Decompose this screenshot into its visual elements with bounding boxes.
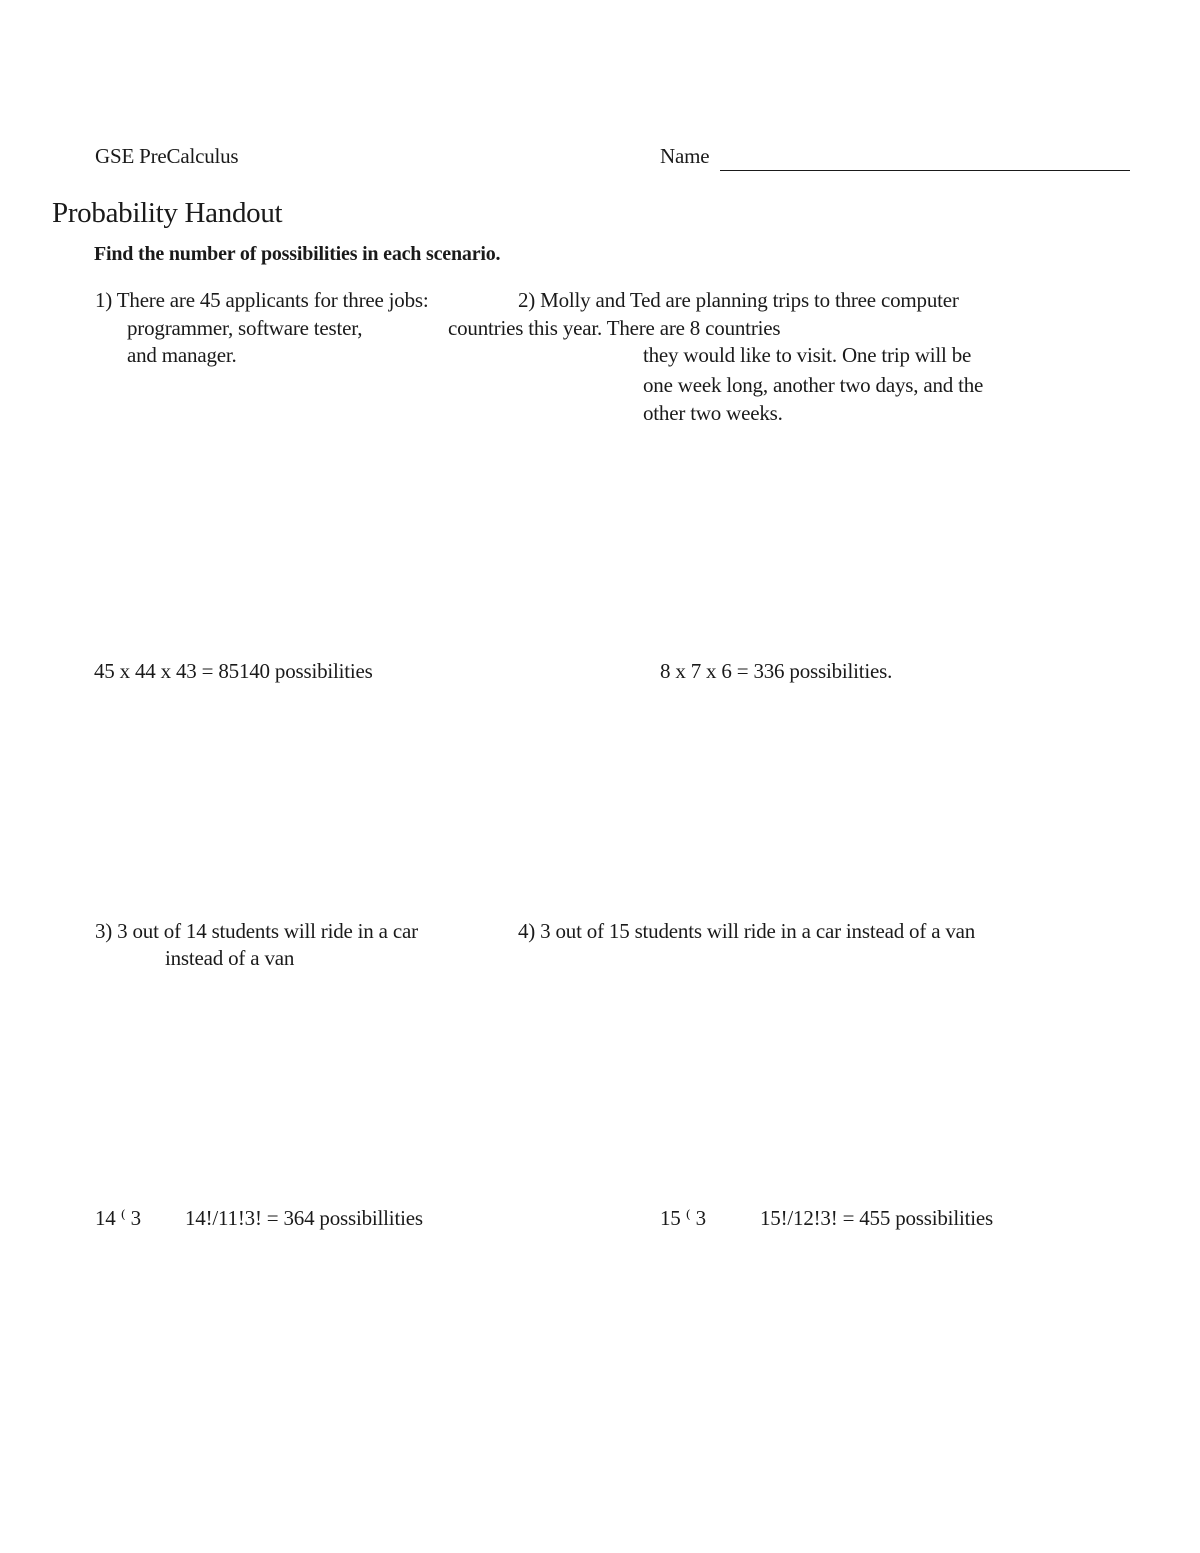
problem-3-line-1: 3) 3 out of 14 students will ride in a car (95, 919, 418, 943)
problem-4-answer: 15!/12!3! = 455 possibilities (760, 1206, 993, 1230)
problem-1-line-2: programmer, software tester, (127, 316, 363, 340)
problem-2-answer: 8 x 7 x 6 = 336 possibilities. (660, 659, 893, 683)
problem-2-line-5: other two weeks. (643, 401, 783, 425)
problem-2-line-2: countries this year. There are 8 countries (448, 316, 781, 340)
instructions: Find the number of possibilities in each scenario. (94, 243, 501, 265)
course-name: GSE PreCalculus (95, 144, 239, 168)
problem-4-line-1: 4) 3 out of 15 students will ride in a car instead of a van (518, 919, 976, 943)
problem-3-answer: 14!/11!3! = 364 possibillities (185, 1206, 423, 1230)
name-blank-line (720, 170, 1130, 171)
problem-3-line-2: instead of a van (165, 946, 295, 970)
problem-2-line-4: one week long, another two days, and the (643, 373, 984, 397)
name-label: Name (660, 144, 710, 168)
problem-1-answer: 45 x 44 x 43 = 85140 possibilities (94, 659, 373, 683)
problem-1-line-3: and manager. (127, 343, 237, 367)
page-title: Probability Handout (52, 197, 283, 229)
problem-3-combination-notation: 14 ⁽ 3 (95, 1206, 141, 1230)
problem-2-line-3: they would like to visit. One trip will be (643, 343, 972, 367)
problem-4-combination-notation: 15 ⁽ 3 (660, 1206, 706, 1230)
problem-2-line-1: 2) Molly and Ted are planning trips to three computer (518, 288, 959, 312)
problem-1-line-1: 1) There are 45 applicants for three jobs: (95, 288, 429, 312)
